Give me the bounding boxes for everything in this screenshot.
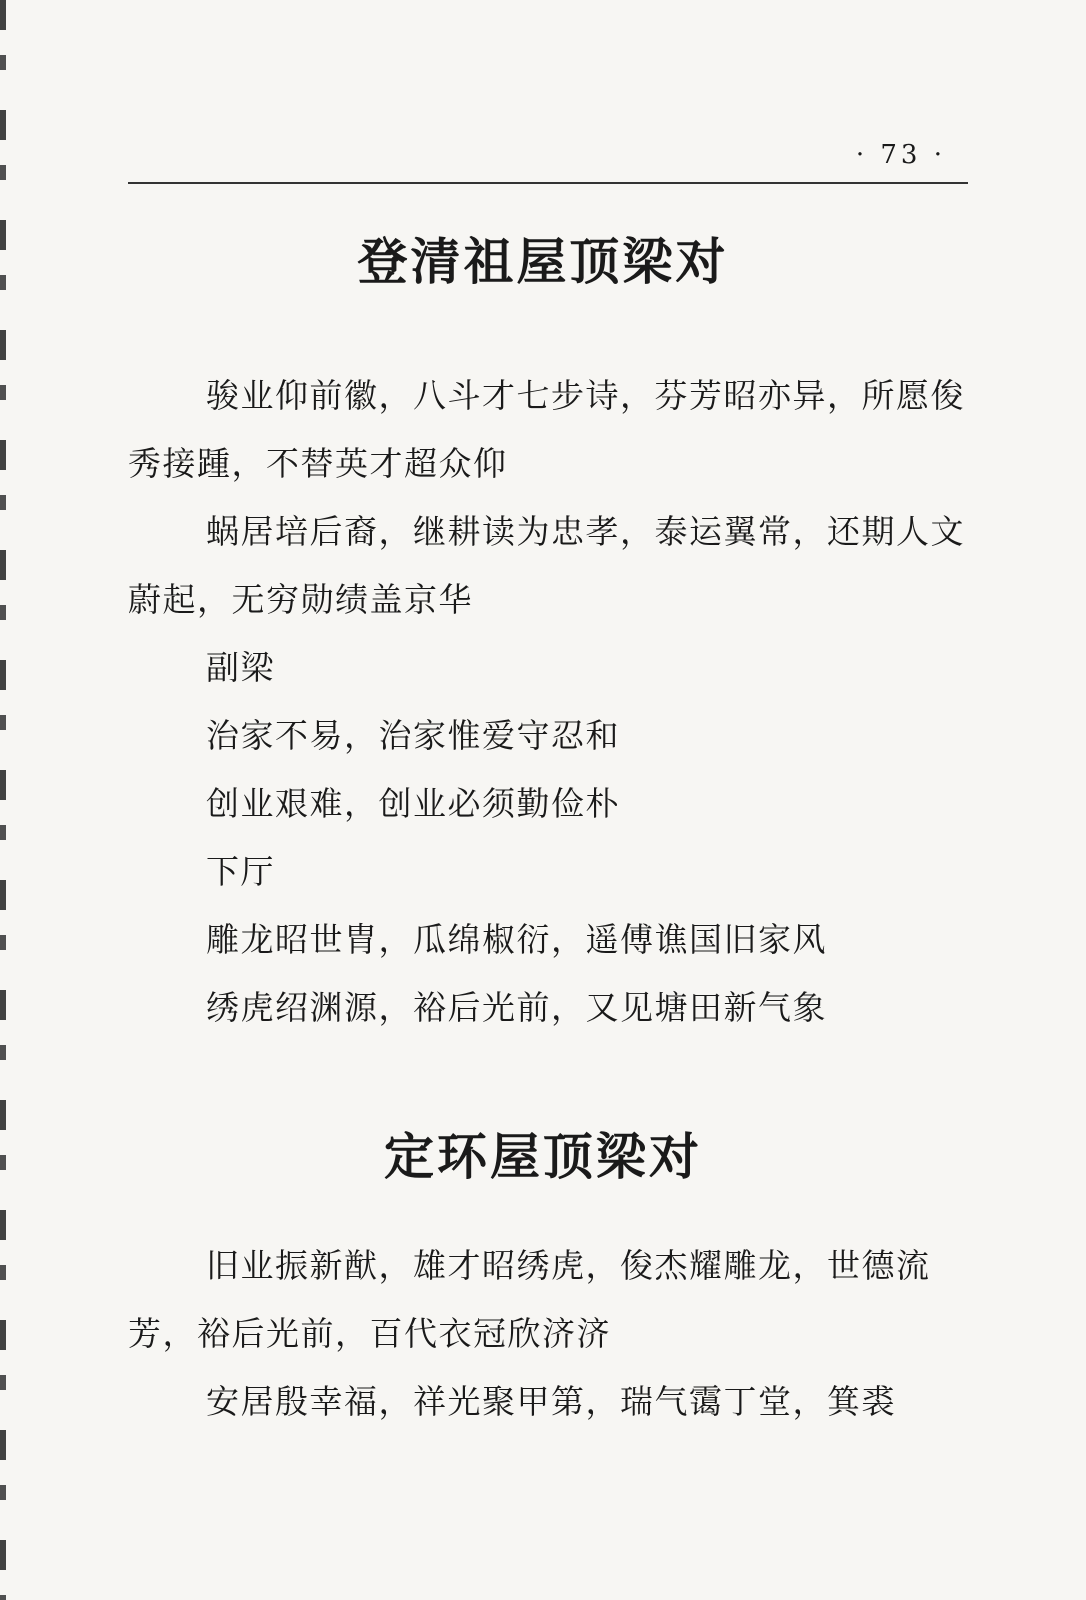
paragraph: 旧业振新猷，雄才昭绣虎，俊杰耀雕龙，世德流芳，裕后光前，百代衣冠欣济济: [128, 1246, 931, 1353]
section-1-body: [128, 362, 968, 1042]
paragraph: 创业艰难，创业必须勤俭朴: [206, 784, 620, 823]
header-rule: [128, 182, 968, 184]
paragraph: 雕龙昭世胄，瓜绵椒衍，遥傅谯国旧家风: [206, 920, 827, 959]
paragraph: 蜗居培后裔，继耕读为忠孝，泰运翼常，还期人文蔚起，无穷勋绩盖京华: [128, 512, 965, 619]
section-2-body: [128, 1232, 968, 1436]
section-title-1: 登清祖屋顶梁对: [357, 232, 729, 291]
paragraph: 骏业仰前徽，八斗才七步诗，芬芳昭亦异，所愿俊秀接踵，不替英才超众仰: [128, 376, 965, 483]
page-number: · 73 ·: [855, 140, 946, 170]
section-title-2: 定环屋顶梁对: [384, 1127, 702, 1186]
paragraph: 绣虎绍渊源，裕后光前，又见塘田新气象: [206, 988, 827, 1027]
paragraph: 安居殷幸福，祥光聚甲第，瑞气霭丁堂，箕裘: [206, 1382, 896, 1421]
paragraph: 治家不易，治家惟爱守忍和: [206, 716, 620, 755]
paragraph: 下厅: [206, 852, 275, 891]
paragraph: 副梁: [206, 648, 275, 687]
